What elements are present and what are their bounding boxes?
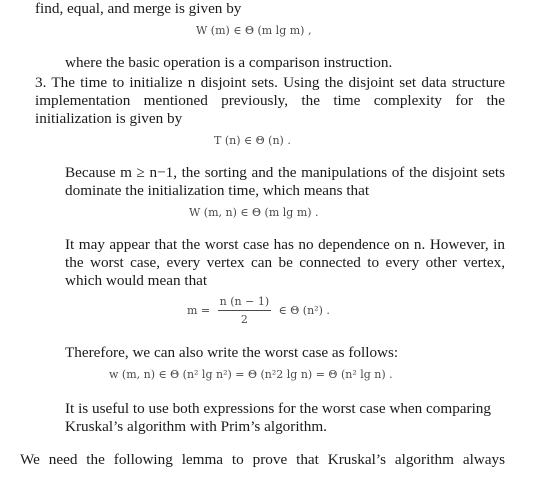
text-line-would-mean: which would mean that bbox=[65, 272, 208, 289]
text-line-kruskal-prim: Kruskal’s algorithm with Prim’s algorithm. bbox=[65, 418, 327, 435]
text-line-lemma: We need the following lemma to prove that Kruskal’s algorithm always bbox=[20, 451, 505, 468]
text-line-initialization-given: initialization is given by bbox=[35, 110, 183, 127]
equation-m-fraction-rhs: ∈ Θ (n²) . bbox=[278, 304, 330, 317]
equation-m-fraction-lhs: m = bbox=[187, 304, 211, 317]
text-line-basic-operation: where the basic operation is a comparison instruction. bbox=[65, 54, 393, 71]
fraction bbox=[218, 295, 271, 327]
equation-m-fraction bbox=[187, 295, 330, 327]
text-line-therefore: Therefore, we can also write the worst case as follows: bbox=[65, 344, 399, 361]
text-line-dominate: dominate the initialization time, which means that bbox=[65, 182, 370, 199]
equation-w-m-n: W (m, n) ∈ Θ (m lg m) . bbox=[189, 206, 319, 219]
text-line-useful: It is useful to use both expressions for the worst case when comparing bbox=[65, 400, 491, 417]
equation-t-n: T (n) ∈ Θ (n) . bbox=[214, 134, 291, 147]
fraction-denominator: 2 bbox=[240, 313, 248, 326]
equation-w-m-n-theta: w (m, n) ∈ Θ (n² lg n²) = Θ (n²2 lg n) = Θ (n² lg n) . bbox=[109, 368, 393, 381]
text-line-implementation: implementation mentioned previously, the time complexity for the bbox=[35, 92, 505, 109]
text-line-may-appear: It may appear that the worst case has no dependence on n. However, in bbox=[65, 236, 505, 253]
text-line-worst-case-vertex: the worst case, every vertex can be connected to every other vertex, bbox=[65, 254, 505, 271]
fraction-numerator: n (n − 1) bbox=[218, 295, 271, 311]
equation-w-m: W (m) ∈ Θ (m lg m) , bbox=[196, 24, 312, 37]
text-line-find-equal-merge: find, equal, and merge is given by bbox=[35, 0, 242, 17]
text-line-because-m: Because m ≥ n−1, the sorting and the manipulations of the disjoint sets bbox=[65, 164, 505, 181]
text-line-initialize-sets: 3. The time to initialize n disjoint sets. Using the disjoint set data structure bbox=[35, 74, 505, 91]
